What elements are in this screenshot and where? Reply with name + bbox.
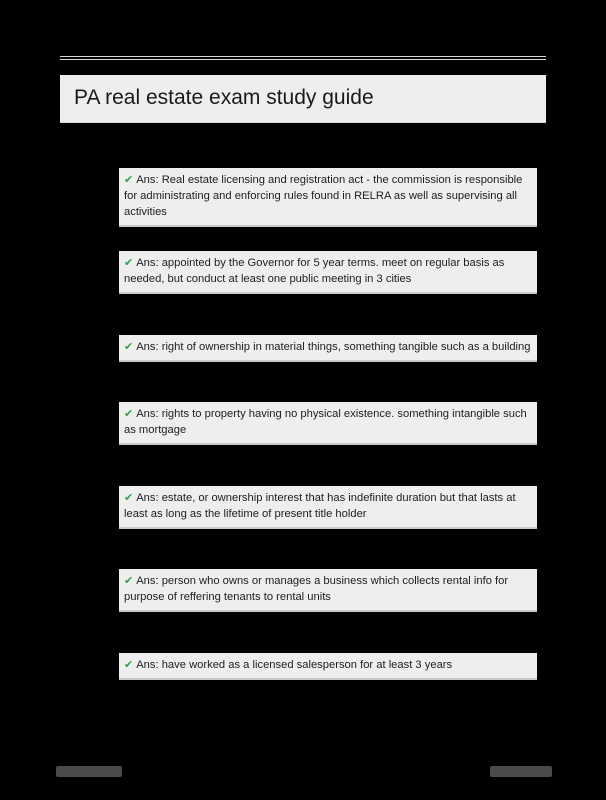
answer-text-1: Ans: Real estate licensing and registration act - the commission is responsible for administrating and enforcing rules found in RELRA as well as supervising all activities: [124, 174, 523, 218]
page-title: PA real estate exam study guide: [74, 86, 374, 109]
answer-text-3: Ans: right of ownership in material things, something tangible such as a building: [136, 341, 531, 353]
answer-text-7: Ans: have worked as a licensed salesperson for at least 3 years: [136, 659, 453, 671]
top-rule: [60, 56, 546, 57]
check-icon: ✔: [124, 174, 134, 186]
answer-text-6: Ans: person who owns or manages a business which collects rental info for purpose of reffering tenants to rental units: [124, 575, 509, 603]
top-rule-secondary: [60, 59, 546, 60]
footer-right-redacted: [490, 766, 552, 777]
check-icon: ✔: [124, 341, 134, 353]
answer-box-3: [119, 335, 537, 362]
answer-text-2: Ans: appointed by the Governor for 5 year terms. meet on regular basis as needed, but conduct at least one public meeting in 3 cities: [124, 257, 505, 285]
title-banner: [60, 75, 546, 123]
answer-box-2: [119, 251, 537, 294]
check-icon: ✔: [124, 492, 134, 504]
answer-text-5: Ans: estate, or ownership interest that has indefinite duration but that lasts at least as long as the lifetime of present title holder: [124, 492, 516, 520]
answer-box-5: [119, 486, 537, 529]
check-icon: ✔: [124, 659, 134, 671]
footer-left-redacted: [56, 766, 122, 777]
answer-box-4: [119, 402, 537, 445]
answer-box-1: [119, 168, 537, 227]
check-icon: ✔: [124, 257, 134, 269]
check-icon: ✔: [124, 408, 134, 420]
check-icon: ✔: [124, 575, 134, 587]
answer-box-7: [119, 653, 537, 680]
answer-box-6: [119, 569, 537, 612]
answer-text-4: Ans: rights to property having no physical existence. something intangible such as mortgage: [124, 408, 527, 436]
